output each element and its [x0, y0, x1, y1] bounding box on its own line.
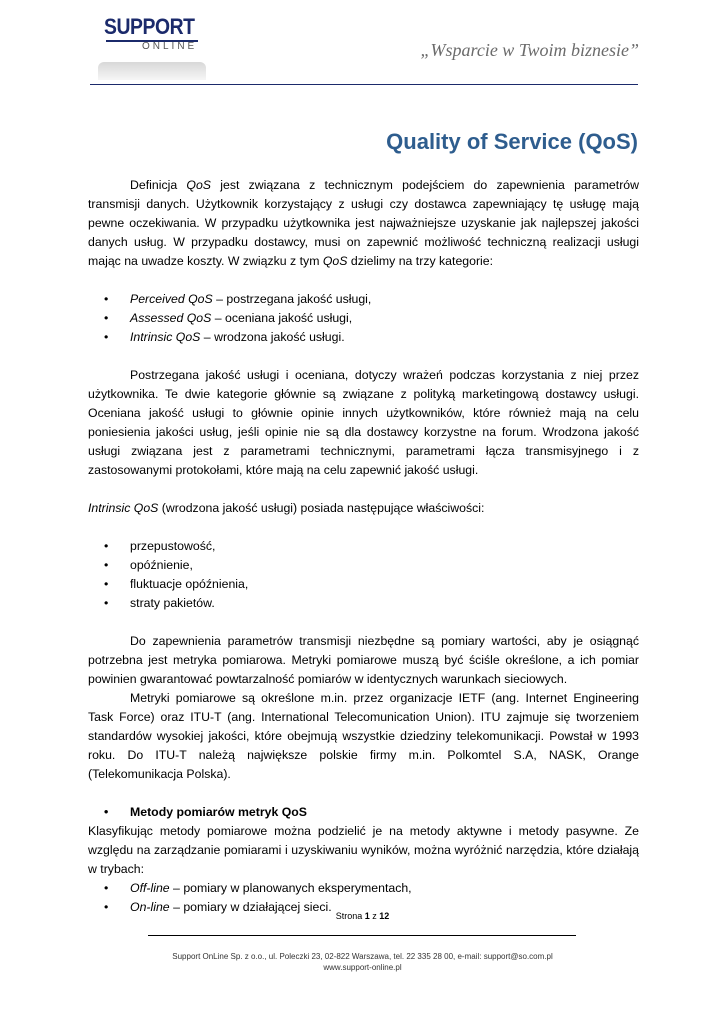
list-item: • opóźnienie, — [88, 556, 639, 575]
company-address: Support OnLine Sp. z o.o., ul. Poleczki 23, 02-822 Warszawa, tel. 22 335 28 00, e-mail: support@so.com.pl — [172, 952, 553, 961]
logo-wordmark: SUPPORT — [104, 14, 195, 39]
list-item: • fluktuacje opóźnienia, — [88, 575, 639, 594]
list-item: • Assessed QoS – oceniana jakość usługi, — [88, 309, 639, 328]
header-divider — [90, 84, 638, 85]
logo-subtitle: ONLINE — [142, 41, 198, 52]
logo-shadow-bar — [98, 62, 206, 80]
intro-paragraph: Definicja QoS jest związana z technicznym podejściem do zapewnienia parametrów transmisji danych. Użytkownik korzystający z usługi czy dostawca zapewniający tę usługę mają pewne oczekiwania. W przypadku użytkownika jest najważniejsze uzyskanie jak najlepszej jakości danych usług. W przypadku dostawcy, musi on zapewnić możliwość techniczną realizacji usługi mając na uwadze koszty. W związku z tym QoS dzielimy na trzy kategorie: — [88, 178, 640, 268]
list-item: • Perceived QoS – postrzegana jakość usługi, — [88, 290, 639, 309]
metrics-paragraph: Do zapewnienia parametrów transmisji niezbędne są pomiary wartości, aby je osiągnąć potrzebna jest metryka pomiarowa. Metryki pomiarowe muszą być ściśle określone, a ich pomiar powinien gwarantować powtarzalność pomiarów w identycznych warunkach sieciowych. — [88, 634, 639, 686]
page-title: Quality of Service (QoS) — [386, 129, 638, 154]
intrinsic-properties-list — [88, 537, 639, 613]
perceived-quality-paragraph: Postrzegana jakość usługi i oceniana, dotyczy wrażeń podczas korzystania z niej przez użytkownika. Te dwie kategorie głównie są związane z polityką marketingową dostawcy usługi. Oceniana jakość usługi to głównie opinie innych użytkowników, które również mają na celu poniesienia jakości usług, jeśli opinie nie są dla dostawcy korzystne na forum. Wrodzona jakość usługi związana jest z parametrami technicznymi, parametrami łącza transmisyjnego i z zastosowanymi protokołami, które mają na celu zapewnić jakość usługi. — [88, 368, 639, 477]
list-item: • Off-line – pomiary w planowanych eksperymentach, — [88, 879, 639, 898]
company-website: www.support-online.pl — [323, 963, 402, 972]
list-item: • straty pakietów. — [88, 594, 639, 613]
section-heading: • Metody pomiarów metryk QoS — [88, 803, 639, 822]
qos-categories-list — [88, 290, 639, 347]
section-heading-list — [88, 803, 639, 822]
intrinsic-intro-paragraph: Intrinsic QoS (wrodzona jakość usługi) posiada następujące właściwości: — [88, 501, 485, 515]
header-slogan: „Wsparcie w Twoim biznesie” — [420, 40, 639, 60]
list-item: • On-line – pomiary w działającej sieci. — [88, 898, 639, 917]
methods-paragraph: Klasyfikując metody pomiarowe można podzielić je na metody aktywne i metody pasywne. Ze względu na zarządzanie pomiarami i uzyskiwaniu wyników, można wyróżnić narzędzia, które działają w trybach: — [88, 824, 639, 876]
footer-address — [0, 951, 725, 973]
list-item: • przepustowość, — [88, 537, 639, 556]
footer-divider — [148, 935, 576, 936]
list-item: • Intrinsic QoS – wrodzona jakość usługi. — [88, 328, 639, 347]
standards-paragraph: Metryki pomiarowe są określone m.in. przez organizacje IETF (ang. Internet Engineering Task Force) oraz ITU-T (ang. International Telecomunication Union). ITU zajmuje się tworzeniem standardów wysokiej jakości, które obejmują wszystkie dziedziny telekomunikacji. Powstał w 1993 roku. Do ITU-T należą największe polskie firmy m.in. Polkomtel S.A, NASK, Orange (Telekomunikacja Polska). — [88, 691, 639, 781]
page-number: Strona 1 z 12 — [335, 911, 390, 921]
document-body — [88, 176, 639, 917]
company-logo — [96, 12, 208, 82]
